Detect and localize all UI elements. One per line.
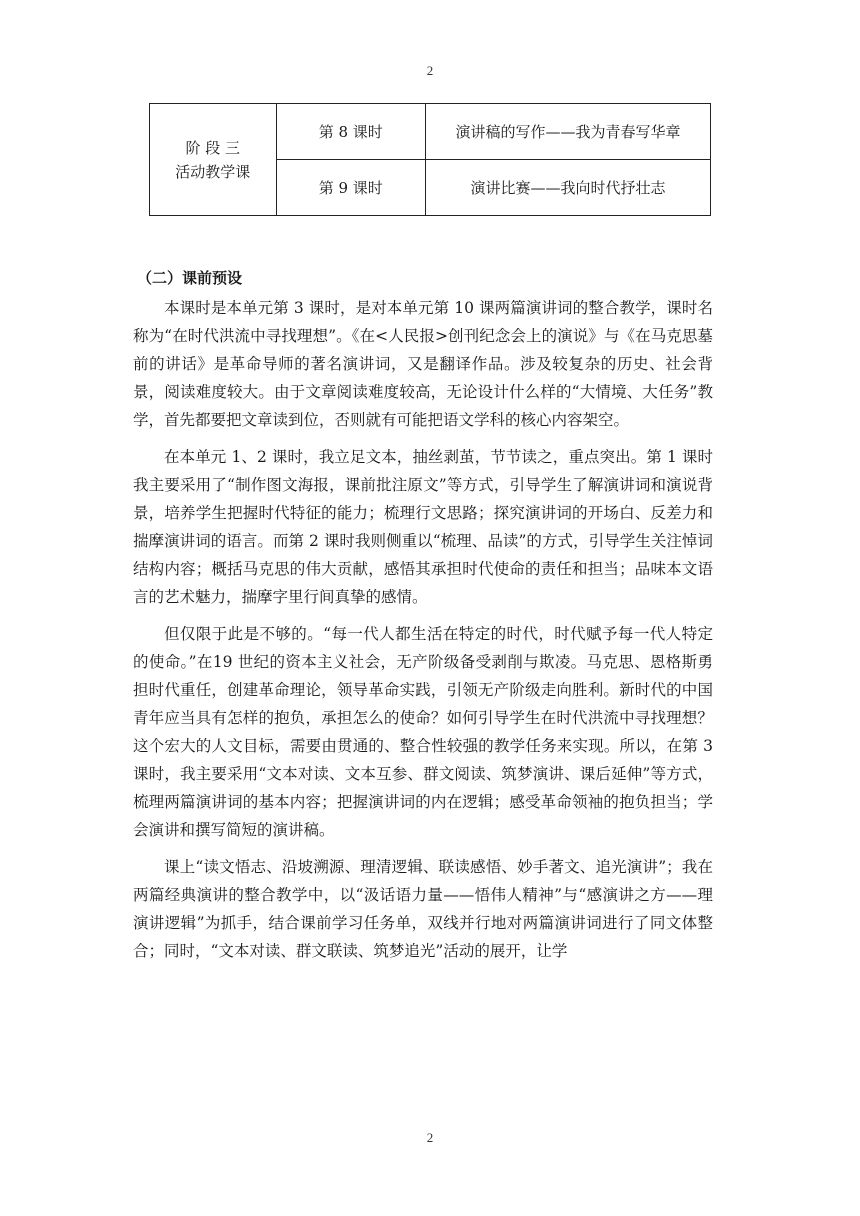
lesson-cell: 第 9 课时 [276,160,425,216]
stage-label-line2: 活动教学课 [175,162,251,181]
stage-cell [150,104,277,216]
content-cell: 演讲稿的写作——我为青春写华章 [426,104,711,160]
section-heading: （二）课前预设 [137,269,243,287]
table-row [150,104,711,160]
paragraph: 本课时是本单元第 3 课时，是对本单元第 10 课两篇演讲词的整合教学，课时名称为“在时代洪流中寻找理想”。《在<人民报>创刊纪念会上的演说》与《在马克思墓前的讲话》是革命导师的著名演讲词，又是翻译作品。涉及较复杂的历史、社会背景，阅读难度较大。由于文章阅读难度较高，无论设计什么样的“大情境、大任务”教学，首先都要把文章读到位，否则就有可能把语文学科的核心内容架空。 [133,299,713,429]
schedule-table [149,103,711,216]
content-cell: 演讲比赛——我向时代抒壮志 [426,160,711,216]
body-text [133,294,713,974]
paragraph: 在本单元 1、2 课时，我立足文本，抽丝剥茧，节节读之，重点突出。第 1 课时我主要采用了“制作图文海报，课前批注原文”等方式，引导学生了解演讲词和演说背景，培养学生把握时代特征的能力；梳理行文思路；探究演讲词的开场白、反差力和揣摩演讲词的语言。而第 2 课时我则侧重以“梳理、品读”的方式，引导学生关注悼词结构内容；概括马克思的伟大贡献，感悟其承担时代使命的责任和担当；品味本文语言的艺术魅力，揣摩字里行间真挚的感情。 [133,448,713,606]
page-number-top: 2 [426,63,434,78]
stage-label-line1: 阶 段 三 [185,138,241,157]
paragraph: 但仅限于此是不够的。“每一代人都生活在特定的时代，时代赋予每一代人特定的使命。”在19 世纪的资本主义社会，无产阶级备受剥削与欺凌。马克思、恩格斯勇担时代重任，创建革命理论，领导革命实践，引领无产阶级走向胜利。新时代的中国青年应当具有怎样的抱负，承担怎么的使命？如何引导学生在时代洪流中寻找理想？这个宏大的人文目标，需要由贯通的、整合性较强的教学任务来实现。所以，在第 3 课时，我主要采用“文本对读、文本互参、群文阅读、筑梦演讲、课后延伸”等方式，梳理两篇演讲词的基本内容；把握演讲词的内在逻辑；感受革命领袖的抱负担当；学会演讲和撰写简短的演讲稿。 [133,625,713,839]
page-number-bottom: 2 [426,1130,434,1145]
lesson-cell: 第 8 课时 [276,104,425,160]
paragraph: 课上“读文悟志、沿坡溯源、理清逻辑、联读感悟、妙手著文、追光演讲”；我在两篇经典演讲的整合教学中，以“汲话语力量——悟伟人精神”与“感演讲之方——理演讲逻辑”为抓手，结合课前学习任务单，双线并行地对两篇演讲词进行了同文体整合；同时，“文本对读、群文联读、筑梦追光”活动的展开，让学 [133,858,713,960]
